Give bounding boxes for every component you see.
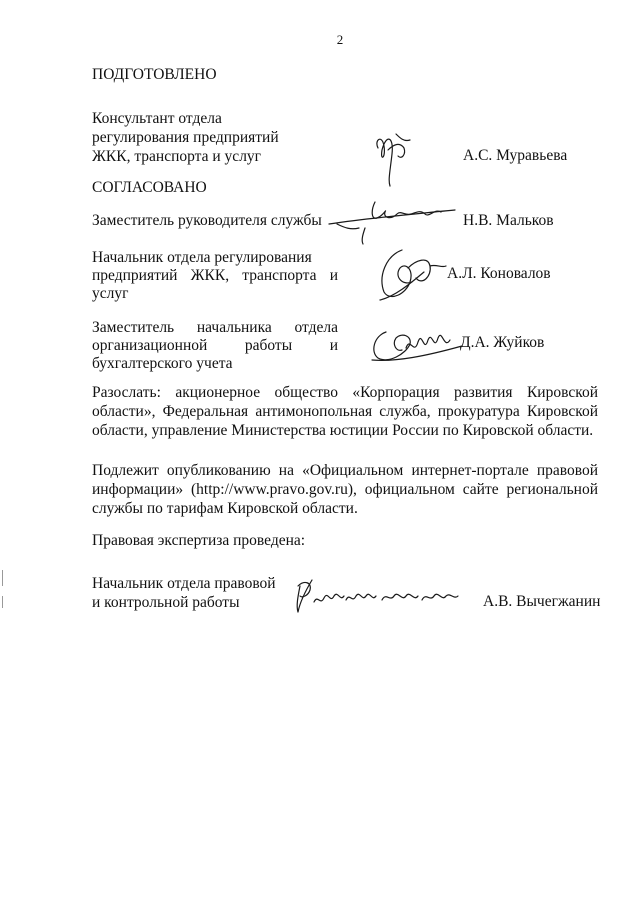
signature-zhuykov xyxy=(366,322,466,368)
position-line: Начальник отдела правовой xyxy=(92,575,276,592)
signatory-position: Заместитель руководителя службы xyxy=(92,212,322,229)
legal-review-name: А.В. Вычегжанин xyxy=(483,593,601,610)
margin-mark xyxy=(2,570,3,586)
page-number: 2 xyxy=(336,32,344,47)
paragraph-line: области», Федеральная антимонопольная служба, прокуратура Кировской xyxy=(92,403,598,420)
position-line: регулирования предприятий xyxy=(92,129,279,146)
position-line: Начальник отдела регулирования xyxy=(92,249,312,266)
position-line: ЖКК, транспорта и услуг xyxy=(92,148,262,165)
signature-malkov xyxy=(325,190,465,250)
signature-konovalov xyxy=(372,242,452,306)
position-line: предприятий ЖКК, транспорта и xyxy=(92,267,338,284)
prepared-name: А.С. Муравьева xyxy=(463,147,568,164)
signatory-position xyxy=(92,248,338,302)
position-line: бухгалтерского учета xyxy=(92,355,233,372)
position-line: Заместитель начальника отдела xyxy=(92,319,338,336)
paragraph-line: области, управление Министерства юстиции России по Кировской области. xyxy=(92,422,594,439)
paragraph-line: информации» (http://www.pravo.gov.ru), официальном сайте региональной xyxy=(92,481,598,498)
agreed-heading: СОГЛАСОВАНО xyxy=(92,179,207,196)
distribution-paragraph xyxy=(92,383,598,440)
prepared-position xyxy=(92,109,279,166)
margin-mark xyxy=(2,596,3,608)
legal-review-position xyxy=(92,574,276,612)
signatory-name: А.Л. Коновалов xyxy=(447,265,551,282)
signature-vychegzhanin xyxy=(290,572,465,618)
paragraph-line: Подлежит опубликованию на «Официальном интернет-портале правовой xyxy=(92,462,598,479)
publication-paragraph xyxy=(92,461,598,518)
position-line: Консультант отдела xyxy=(92,110,222,127)
position-line: организационной работы и xyxy=(92,337,338,354)
signatory-name: Д.А. Жуйков xyxy=(460,334,545,351)
paragraph-line: Разослать: акционерное общество «Корпорация развития Кировской xyxy=(92,384,598,401)
signature-muravyeva xyxy=(360,120,450,190)
legal-review-text: Правовая экспертиза проведена: xyxy=(92,532,306,549)
signatory-position xyxy=(92,318,338,372)
position-line: услуг xyxy=(92,285,129,302)
paragraph-line: службы по тарифам Кировской области. xyxy=(92,500,358,517)
signatory-name: Н.В. Мальков xyxy=(463,212,554,229)
position-line: и контрольной работы xyxy=(92,594,240,611)
prepared-heading: ПОДГОТОВЛЕНО xyxy=(92,66,217,83)
